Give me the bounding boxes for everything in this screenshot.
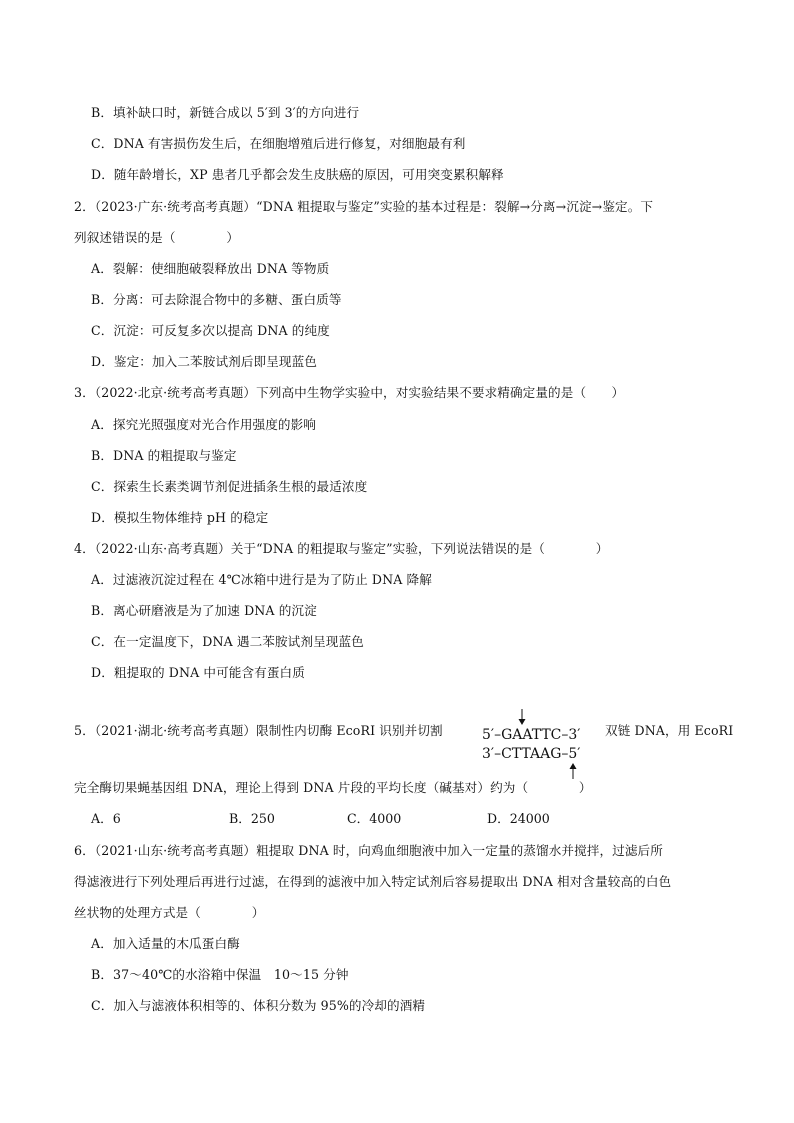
q2-option-a: A．裂解：使细胞破裂释放出 DNA 等物质 [91, 261, 330, 276]
sequence-bottom-strand: 3′–CTTAAG–5′ [482, 746, 581, 762]
sequence-top-strand: 5′–GAATTC–3′ [482, 727, 581, 743]
q5-stem-line2: 完全酶切果蝇基因组 DNA，理论上得到 DNA 片段的平均长度（碱基对）约为（ ） [74, 780, 592, 795]
q5-option-b: B．250 [229, 811, 275, 826]
q2-option-b: B．分离：可去除混合物中的多糖、蛋白质等 [91, 292, 342, 307]
q1-option-c: C．DNA 有害损伤发生后，在细胞增殖后进行修复，对细胞最有利 [91, 136, 466, 151]
q4-option-a: A．过滤液沉淀过程在 4℃冰箱中进行是为了防止 DNA 降解 [91, 572, 432, 587]
top-cut-arrow-head [519, 719, 526, 725]
q3-option-a: A．探究光照强度对光合作用强度的影响 [91, 417, 316, 432]
q6-option-c: C．加入与滤液体积相等的、体积分数为 95%的冷却的酒精 [91, 998, 426, 1013]
q1-option-b: B．填补缺口时，新链合成以 5′到 3′的方向进行 [91, 105, 360, 120]
ecori-sequence-figure [482, 709, 606, 781]
q5-option-d: D．24000 [487, 811, 550, 826]
q4-option-b: B．离心研磨液是为了加速 DNA 的沉淀 [91, 603, 317, 618]
q4-option-c: C．在一定温度下，DNA 遇二苯胺试剂呈现蓝色 [91, 634, 364, 649]
q6-option-a: A．加入适量的木瓜蛋白酶 [91, 936, 240, 951]
q4-stem: 4．（2022·山东·高考真题）关于“DNA 的粗提取与鉴定”实验，下列说法错误的是（ ） [74, 541, 609, 556]
q2-option-c: C．沉淀：可反复多次以提高 DNA 的纯度 [91, 323, 330, 338]
q2-option-d: D．鉴定：加入二苯胺试剂后即呈现蓝色 [91, 354, 317, 369]
q5-option-c: C．4000 [347, 811, 402, 826]
q6-stem-line2: 得滤液进行下列处理后再进行过滤，在得到的滤液中加入特定试剂后容易提取出 DNA 相对含量较高的白色 [74, 874, 672, 889]
q5-option-a: A．6 [91, 811, 121, 826]
q5-options-row [91, 811, 691, 827]
q6-stem-line3: 丝状物的处理方式是（ ） [74, 905, 265, 920]
q2-stem-line2: 列叙述错误的是（ ） [74, 230, 240, 245]
q2-stem-line1: 2．（2023·广东·统考高考真题）“DNA 粗提取与鉴定”实验的基本过程是：裂解→分离→沉淀→鉴定。下 [74, 199, 654, 214]
q6-option-b: B．37～40℃的水浴箱中保温 10～15 分钟 [91, 967, 349, 982]
q5-stem-after: 双链 DNA，用 EcoRI [605, 723, 734, 738]
q3-option-c: C．探索生长素类调节剂促进插条生根的最适浓度 [91, 479, 368, 494]
q6-stem-line1: 6．（2021·山东·统考高考真题）粗提取 DNA 时，向鸡血细胞液中加入一定量的蒸馏水并搅拌，过滤后所 [74, 843, 663, 858]
q3-option-b: B．DNA 的粗提取与鉴定 [91, 448, 237, 463]
q1-option-d: D．随年龄增长，XP 患者几乎都会发生皮肤癌的原因，可用突变累积解释 [91, 167, 504, 182]
bottom-cut-arrow-head [570, 763, 577, 769]
q3-stem: 3．（2022·北京·统考高考真题）下列高中生物学实验中，对实验结果不要求精确定量的是（ ） [74, 385, 625, 400]
q5-stem-before: 5．（2021·湖北·统考高考真题）限制性内切酶 EcoRI 识别并切割 [74, 723, 443, 738]
q4-option-d: D．粗提取的 DNA 中可能含有蛋白质 [91, 665, 305, 680]
q3-option-d: D．模拟生物体维持 pH 的稳定 [91, 510, 269, 525]
